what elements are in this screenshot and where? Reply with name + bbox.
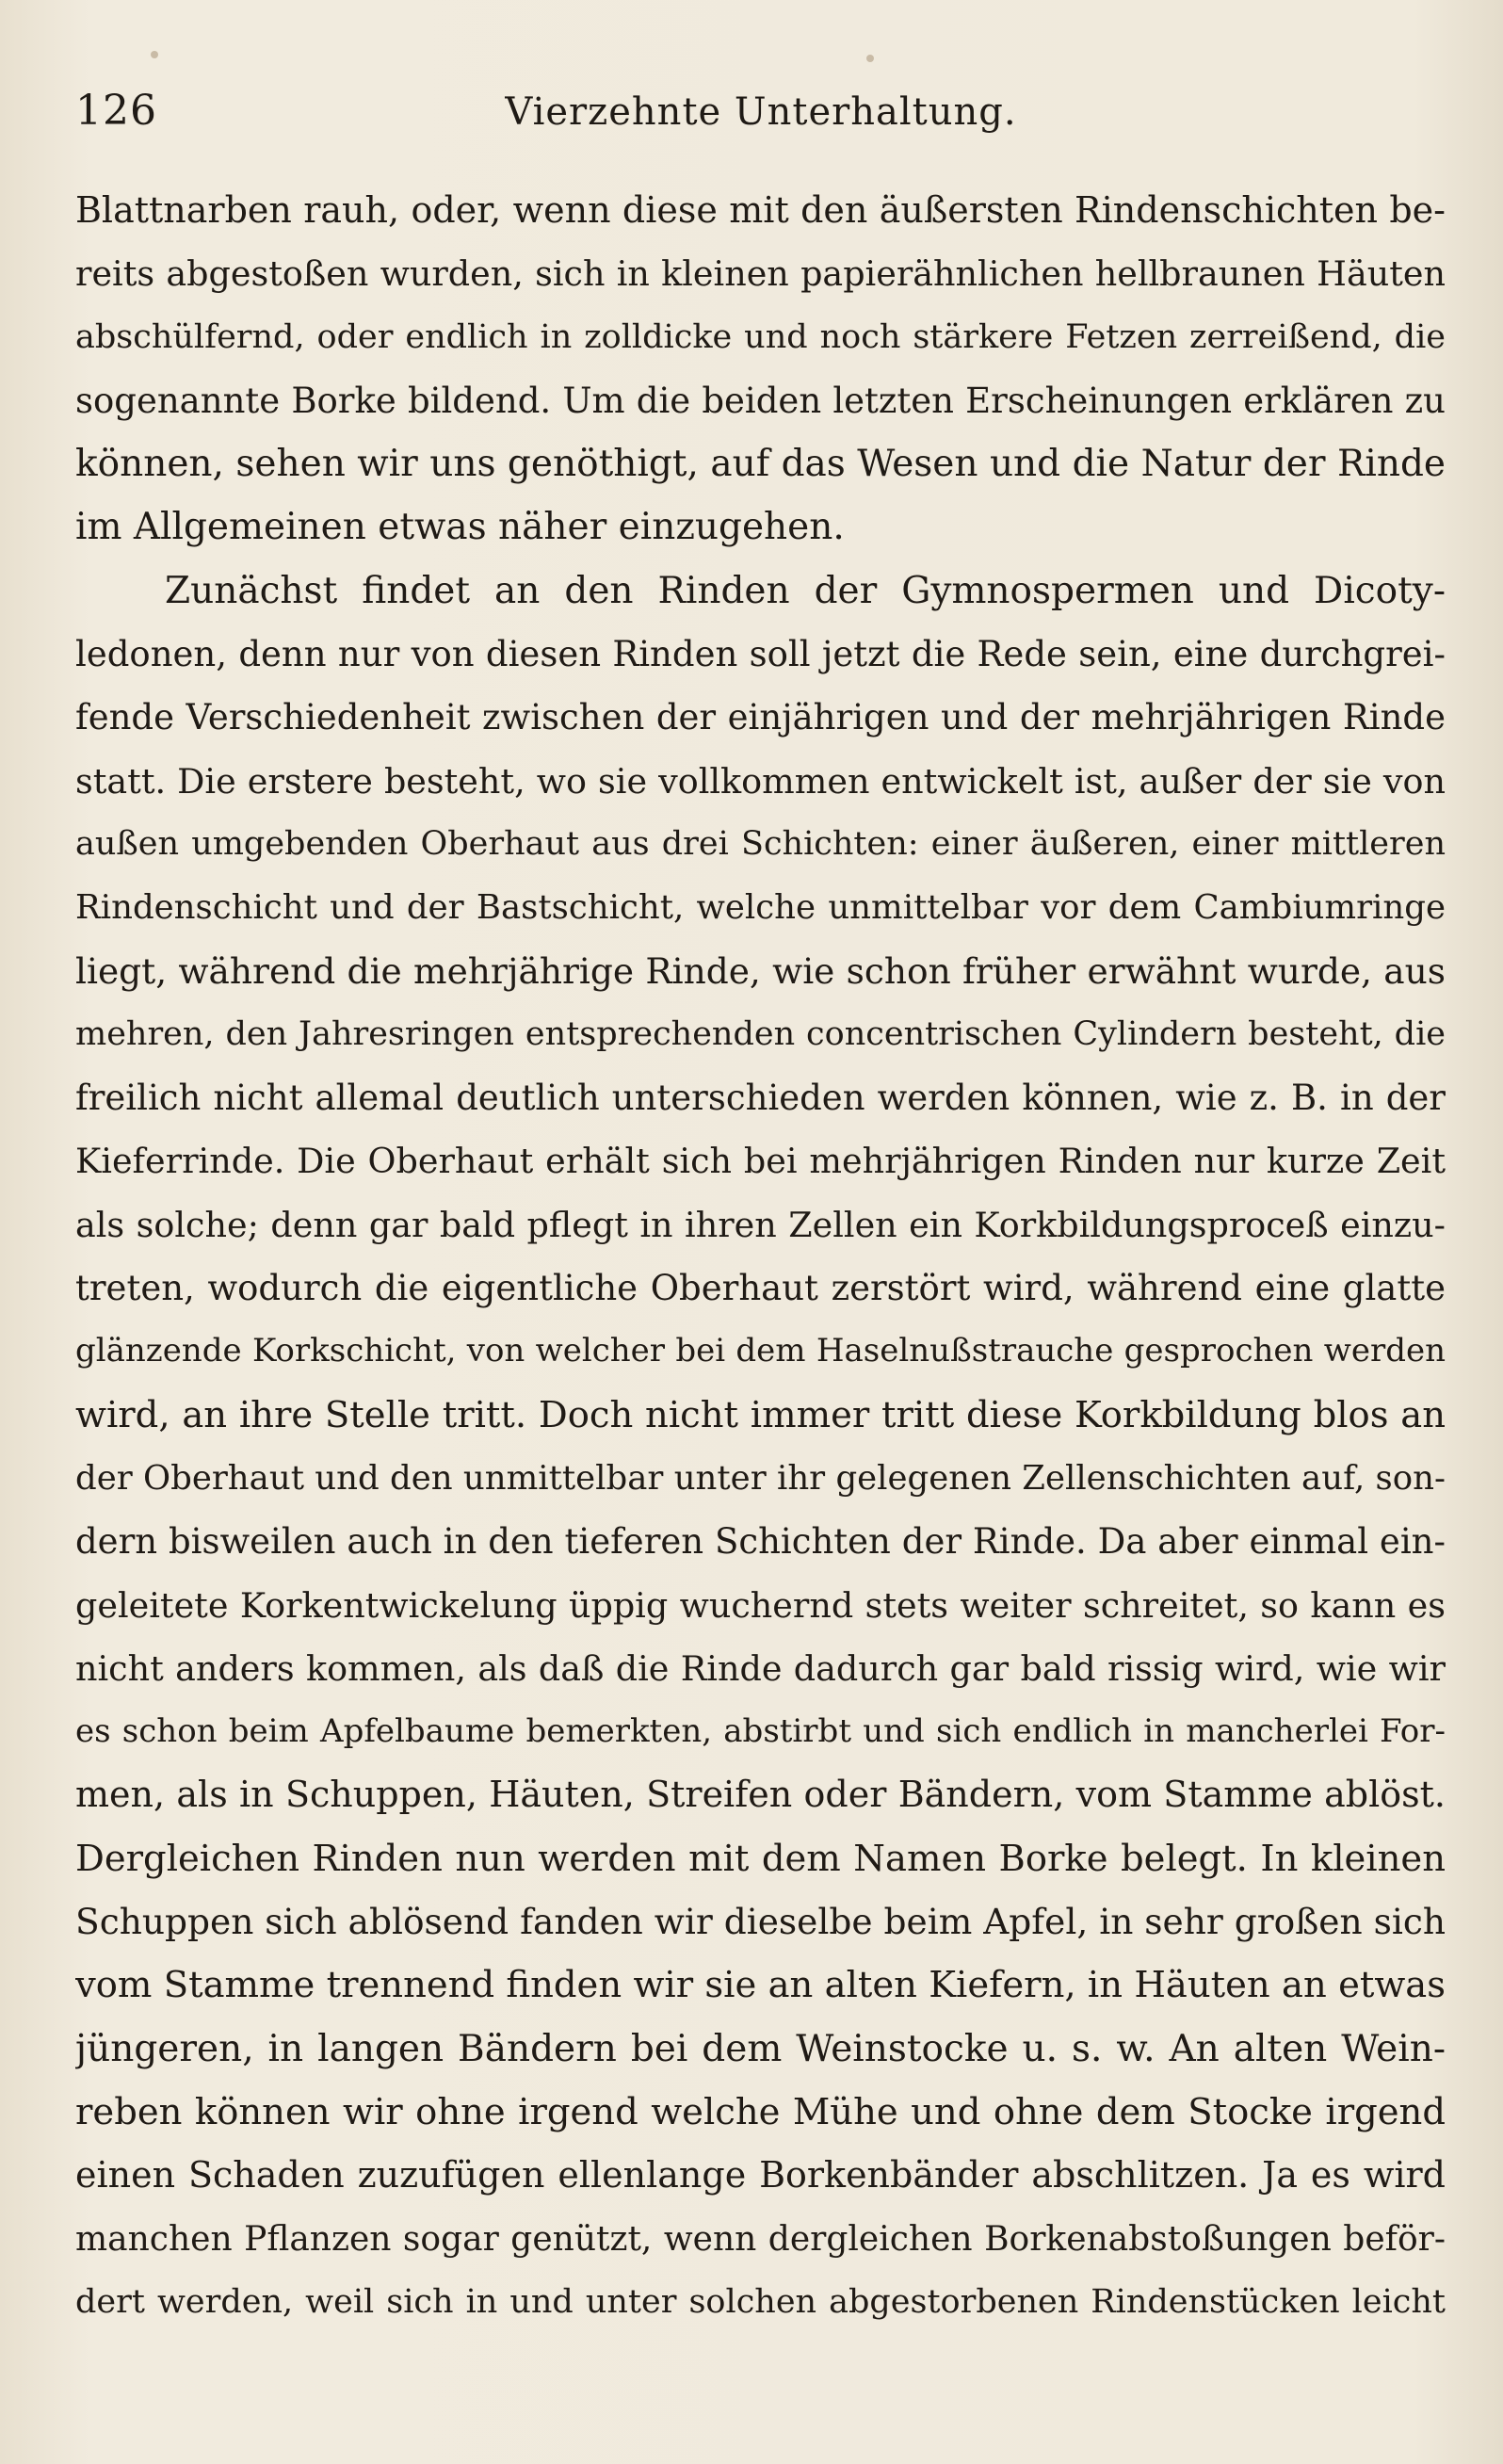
text-line: Rindenschicht und der Bastschicht, welche unmittelbar vor dem Cambiumringe	[75, 888, 1446, 928]
text-line: mehren, den Jahresringen entsprechenden concentrischen Cylindern besteht, die	[75, 1014, 1446, 1053]
text-line: vom Stamme trennend finden wir sie an alten Kiefern, in Häuten an etwas	[75, 1964, 1446, 2007]
text-line: statt. Die erstere besteht, wo sie vollkommen entwickelt ist, außer der sie von	[75, 760, 1446, 802]
paper-speck	[151, 51, 158, 58]
text-line: im Allgemeinen etwas näher einzugehen.	[75, 506, 845, 549]
text-line: dert werden, weil sich in und unter solchen abgestorbenen Rindenstücken leicht	[75, 2282, 1446, 2321]
body-text	[75, 179, 1446, 2334]
running-head: Vierzehnte Unterhaltung.	[505, 90, 1017, 134]
text-line: manchen Pflanzen sogar genützt, wenn dergleichen Borkenabstoßungen beför-	[75, 2219, 1446, 2259]
paper-speck	[866, 55, 874, 62]
text-line: einen Schaden zuzufügen ellenlange Borkenbänder abschlitzen. Ja es wird	[75, 2154, 1446, 2197]
text-line: reits abgestoßen wurden, sich in kleinen papierähnlichen hellbraunen Häuten	[75, 253, 1446, 295]
text-line: dern bisweilen auch in den tieferen Schichten der Rinde. Da aber einmal ein-	[75, 1521, 1446, 1563]
text-line: glänzende Korkschicht, von welcher bei dem Haselnußstrauche gesprochen werden	[75, 1332, 1446, 1370]
page-number: 126	[75, 87, 157, 135]
text-line: außen umgebenden Oberhaut aus drei Schichten: einer äußeren, einer mittleren	[75, 824, 1446, 863]
text-line: treten, wodurch die eigentliche Oberhaut zerstört wird, während eine glatte	[75, 1268, 1446, 1309]
paragraph-first-line: Zunächst findet an den Rinden der Gymnospermen und Dicoty-	[165, 569, 1446, 612]
text-line: sogenannte Borke bildend. Um die beiden letzten Erscheinungen erklären zu	[75, 380, 1446, 421]
text-line: liegt, während die mehrjährige Rinde, wie schon früher erwähnt wurde, aus	[75, 949, 1446, 992]
text-line: freilich nicht allemal deutlich unterschieden werden können, wie z. B. in der	[75, 1078, 1446, 1119]
text-line: abschülfernd, oder endlich in zolldicke und noch stärkere Fetzen zerreißend, die	[75, 317, 1446, 356]
text-line: wird, an ihre Stelle tritt. Doch nicht immer tritt diese Korkbildung blos an	[75, 1393, 1446, 1436]
text-line: Schuppen sich ablösend fanden wir dieselbe beim Apfel, in sehr großen sich	[75, 1901, 1446, 1943]
text-line: können, sehen wir uns genöthigt, auf das Wesen und die Natur der Rinde	[75, 443, 1446, 486]
text-line: Dergleichen Rinden nun werden mit dem Namen Borke belegt. In kleinen	[75, 1837, 1446, 1880]
text-line: ledonen, denn nur von diesen Rinden soll jetzt die Rede sein, eine durchgrei-	[75, 634, 1446, 675]
text-line: fende Verschiedenheit zwischen der einjährigen und der mehrjährigen Rinde	[75, 697, 1446, 738]
text-line: nicht anders kommen, als daß die Rinde dadurch gar bald rissig wird, wie wir	[75, 1647, 1446, 1689]
text-line: als solche; denn gar bald pflegt in ihren Zellen ein Korkbildungsproceß einzu-	[75, 1204, 1446, 1245]
page-header	[75, 87, 1446, 143]
text-line: es schon beim Apfelbaume bemerkten, abstirbt und sich endlich in mancherlei For-	[75, 1712, 1446, 1751]
text-line: Kieferrinde. Die Oberhaut erhält sich bei mehrjährigen Rinden nur kurze Zeit	[75, 1141, 1446, 1182]
text-line: geleitete Korkentwickelung üppig wuchernd stets weiter schreitet, so kann es	[75, 1584, 1446, 1626]
text-line: der Oberhaut und den unmittelbar unter ihr gelegenen Zellenschichten auf, son-	[75, 1458, 1446, 1498]
text-line: reben können wir ohne irgend welche Mühe und ohne dem Stocke irgend	[75, 2090, 1446, 2133]
text-line: jüngeren, in langen Bändern bei dem Weinstocke u. s. w. An alten Wein-	[75, 2027, 1446, 2070]
text-line: Blattnarben rauh, oder, wenn diese mit den äußersten Rindenschichten be-	[75, 189, 1446, 231]
text-line: men, als in Schuppen, Häuten, Streifen oder Bändern, vom Stamme ablöst.	[75, 1774, 1446, 1816]
